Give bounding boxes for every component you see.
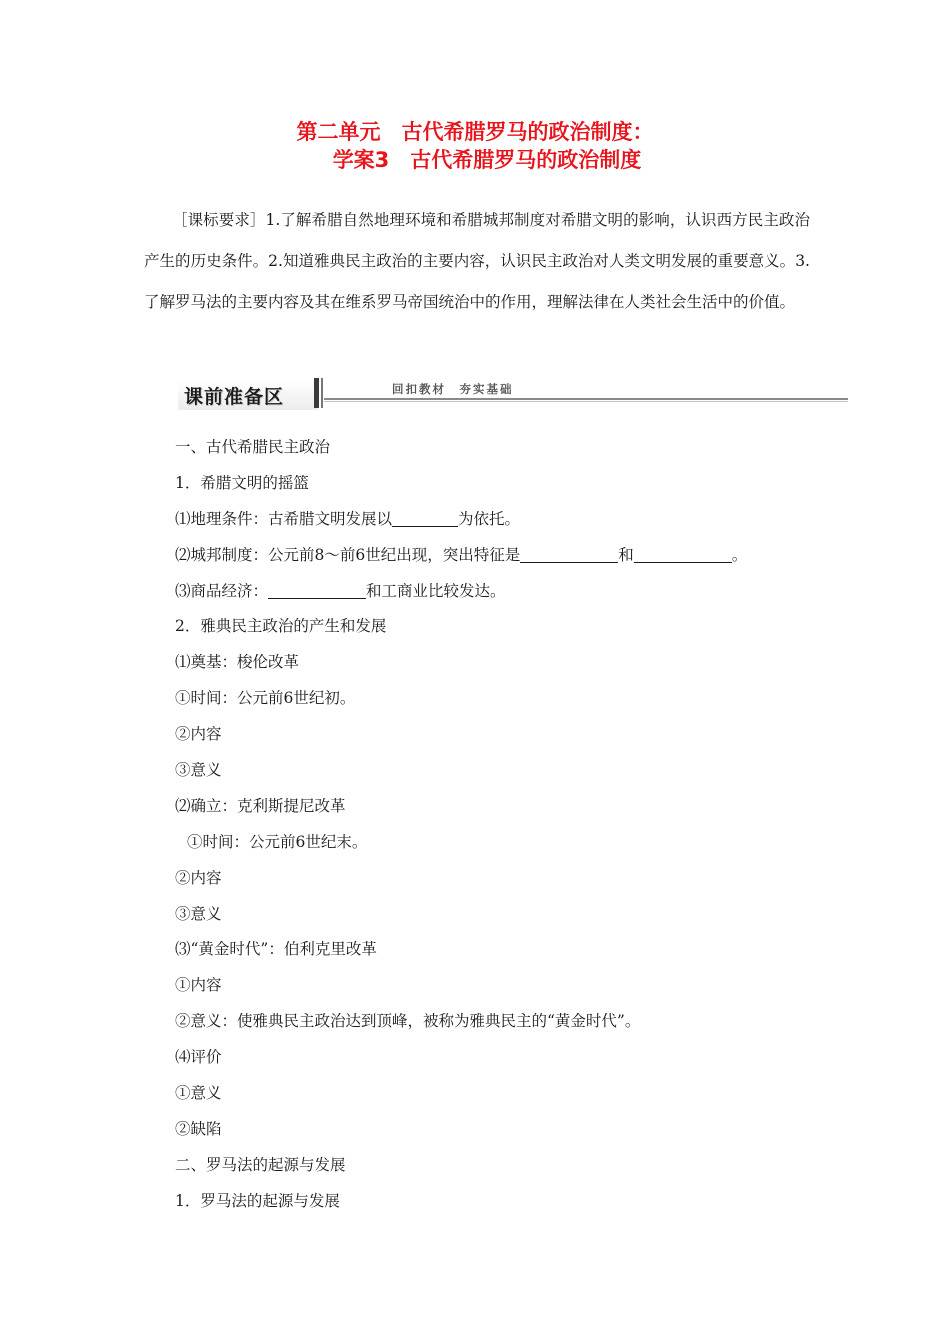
outline-item: ①时间：公元前6世纪初。 xyxy=(175,689,356,708)
section-heading: 一、古代希腊民主政治 xyxy=(175,438,331,456)
subsection-heading: 2．雅典民主政治的产生和发展 xyxy=(175,617,387,636)
outline-item: ②内容 xyxy=(175,725,222,744)
outline-item: ②内容 xyxy=(175,868,222,887)
requirements-text: 1.了解希腊自然地理环境和希腊城邦制度对希腊文明的影响，认识西方民主政治产生的历史条件。2.知道雅典民主政治的主要内容，认识民主政治对人类文明发展的重要意义。3.了解罗马法的主要内容及其在维系罗马帝国统治中的作用，理解法律在人类社会生活中的价值。 xyxy=(144,211,810,311)
requirements-label: ［课标要求］ xyxy=(172,211,266,229)
banner-rule-light xyxy=(324,401,848,402)
outline-item: ⑴奠基：梭伦改革 xyxy=(175,653,300,672)
banner-rule xyxy=(324,398,848,400)
outline-content xyxy=(175,430,815,1220)
outline-item: ①意义 xyxy=(175,1084,222,1103)
title-line-lesson: 学案3 古代希腊罗马的政治制度 xyxy=(332,148,642,172)
banner-divider xyxy=(314,378,319,408)
answer-blank[interactable] xyxy=(520,545,618,563)
outline-item: ⑷评价 xyxy=(175,1048,222,1067)
item-text: ⑴地理条件：古希腊文明发展以 xyxy=(175,509,393,528)
answer-blank[interactable] xyxy=(634,545,732,563)
outline-item: ②意义：使雅典民主政治达到顶峰，被称为雅典民主的“黄金时代”。 xyxy=(175,1012,641,1031)
fill-in-item xyxy=(175,502,815,538)
outline-item: ③意义 xyxy=(175,761,222,780)
fill-in-item xyxy=(175,538,815,574)
outline-item: ⑶“黄金时代”：伯利克里改革 xyxy=(175,940,377,959)
item-text: ⑶商品经济： xyxy=(175,581,269,600)
item-text: 和 xyxy=(618,545,634,564)
fill-in-item xyxy=(175,574,815,610)
outline-item: ③意义 xyxy=(175,904,222,923)
item-text: ⑵城邦制度：公元前8～前6世纪出现，突出特征是 xyxy=(175,545,521,564)
item-text: 和工商业比较发达。 xyxy=(366,581,506,600)
subsection-heading: 1．希腊文明的摇篮 xyxy=(175,473,309,492)
outline-item: ②缺陷 xyxy=(175,1119,222,1138)
banner-divider-thin xyxy=(321,378,323,408)
subsection-heading: 1．罗马法的起源与发展 xyxy=(175,1191,340,1210)
outline-item: ⑵确立：克利斯提尼改革 xyxy=(175,796,346,815)
banner-label: 课前准备区 xyxy=(184,386,285,408)
outline-item: ①内容 xyxy=(175,976,222,995)
item-text: 为依托。 xyxy=(458,509,521,528)
answer-blank[interactable] xyxy=(268,581,366,599)
outline-item: ①时间：公元前6世纪末。 xyxy=(187,832,368,851)
curriculum-requirements xyxy=(144,200,810,323)
section-banner xyxy=(178,372,848,412)
title-line-unit: 第二单元 古代希腊罗马的政治制度： xyxy=(296,120,654,144)
item-text: 。 xyxy=(731,545,748,564)
section-heading: 二、罗马法的起源与发展 xyxy=(175,1155,346,1174)
answer-blank[interactable] xyxy=(392,509,458,527)
banner-subtitle: 回扣教材 夯实基础 xyxy=(392,382,514,396)
document-title xyxy=(0,118,950,174)
